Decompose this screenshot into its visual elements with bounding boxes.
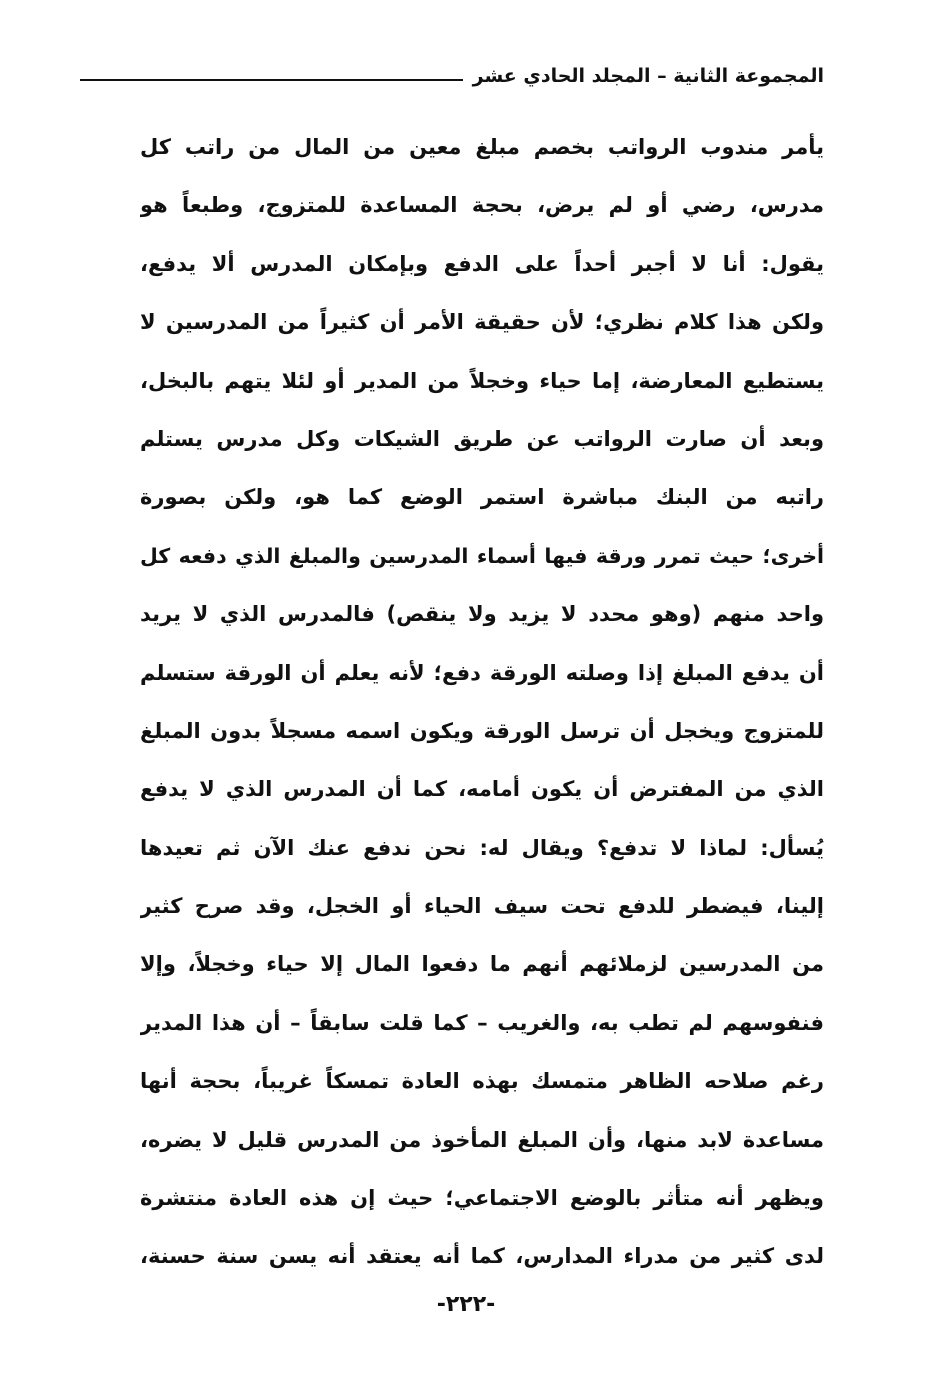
text-line: وبعد أن صارت الرواتب عن طريق الشيكات وكل مدرس يستلم xyxy=(140,426,824,451)
text-line: يستطيع المعارضة، إما حياء وخجلاً من المدير أو لئلا يتهم بالبخل، xyxy=(140,368,824,393)
text-line: للمتزوج ويخجل أن ترسل الورقة ويكون اسمه مسجلاً بدون المبلغ xyxy=(140,718,824,743)
body-text xyxy=(140,118,824,1286)
text-line: يقول: أنا لا أجبر أحداً على الدفع وبإمكان المدرس ألا يدفع، xyxy=(140,251,824,276)
page-number: -٢٢٢- xyxy=(436,1292,496,1317)
text-line: من المدرسين لزملائهم أنهم ما دفعوا المال إلا حياء وخجلاً، وإلا xyxy=(140,952,824,977)
text-line: مدرس، رضي أو لم يرض، بحجة المساعدة للمتزوج، وطبعاً هو xyxy=(140,193,824,218)
text-line: فنفوسهم لم تطب به، والغريب – كما قلت سابقاً – أن هذا المدير xyxy=(140,1010,824,1035)
text-line: واحد منهم (وهو محدد لا يزيد ولا ينقص) فالمدرس الذي لا يريد xyxy=(140,602,824,627)
text-line: ولكن هذا كلام نظري؛ لأن حقيقة الأمر أن كثيراً من المدرسين لا xyxy=(140,310,824,335)
text-line: ويظهر أنه متأثر بالوضع الاجتماعي؛ حيث إن هذه العادة منتشرة xyxy=(140,1186,824,1211)
running-header xyxy=(80,58,824,94)
text-line: الذي من المفترض أن يكون أمامه، كما أن المدرس الذي لا يدفع xyxy=(140,777,824,802)
header-rule xyxy=(80,79,463,81)
text-line: رغم صلاحه الظاهر متمسك بهذه العادة تمسكاً غريباً، بحجة أنها xyxy=(140,1069,824,1094)
text-line: إلينا، فيضطر للدفع تحت سيف الحياء أو الخجل، وقد صرح كثير xyxy=(140,894,824,919)
running-title: المجموعة الثانية – المجلد الحادي عشر xyxy=(472,65,824,87)
text-line: لدى كثير من مدراء المدارس، كما أنه يعتقد أنه يسن سنة حسنة، xyxy=(140,1244,824,1269)
text-line: راتبه من البنك مباشرة استمر الوضع كما هو، ولكن بصورة xyxy=(140,485,824,510)
text-line: يُسأل: لماذا لا تدفع؟ ويقال له: نحن ندفع عنك الآن ثم تعيدها xyxy=(140,835,824,860)
text-line: أخرى؛ حيث تمرر ورقة فيها أسماء المدرسين والمبلغ الذي دفعه كل xyxy=(140,543,824,568)
text-line: يأمر مندوب الرواتب بخصم مبلغ معين من المال من راتب كل xyxy=(140,135,824,159)
text-line: مساعدة لابد منها، وأن المبلغ المأخوذ من المدرس قليل لا يضره، xyxy=(140,1127,824,1152)
page-footer xyxy=(0,1292,932,1317)
text-line: أن يدفع المبلغ إذا وصلته الورقة دفع؛ لأنه يعلم أن الورقة ستسلم xyxy=(140,660,824,685)
